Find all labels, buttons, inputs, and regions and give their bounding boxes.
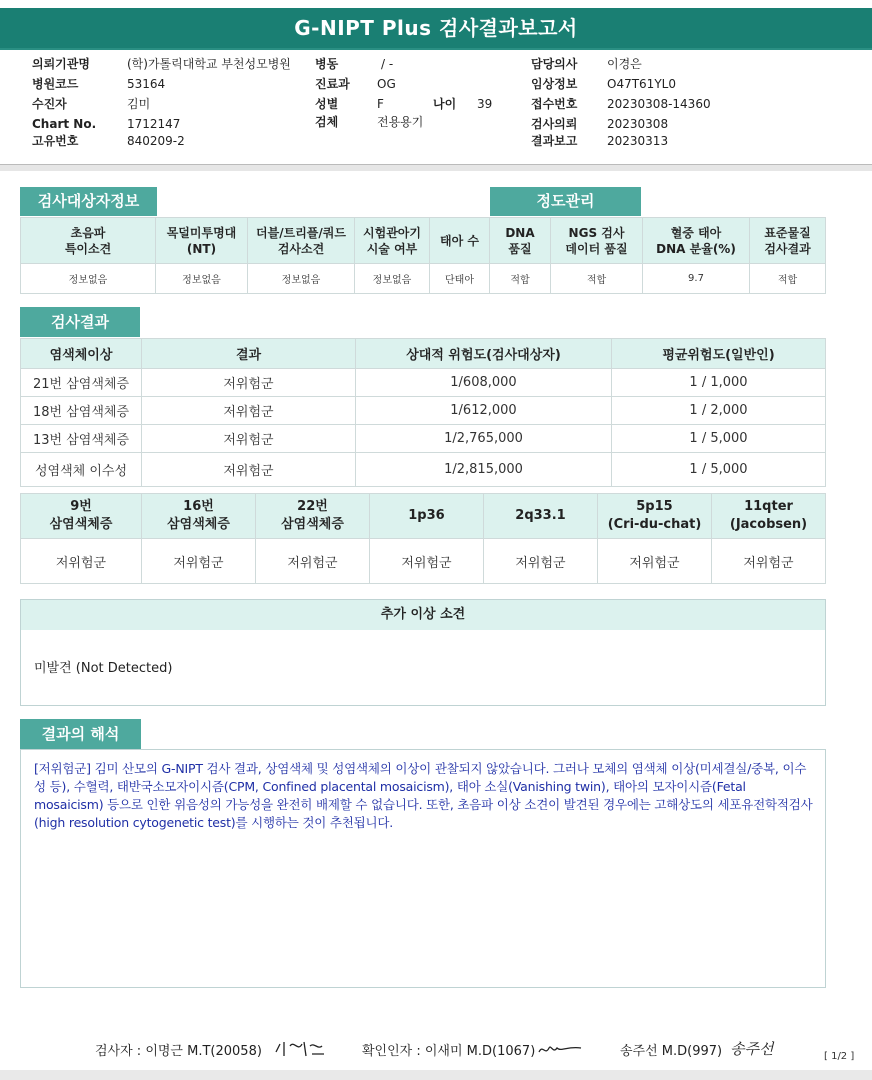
value-11qter: 저위험군 [712, 539, 826, 584]
label-ward: 병동 [315, 57, 339, 71]
value-t16: 저위험군 [142, 539, 256, 584]
value-fetus-count: 단태아 [430, 264, 490, 294]
subject-value-row [21, 264, 826, 294]
header-11qter: 11qter (Jacobsen) [712, 494, 826, 539]
microdeletion-table [20, 493, 826, 584]
relative-risk-cell: 1/2,765,000 [356, 425, 612, 453]
value-2q33: 저위험군 [484, 539, 598, 584]
header-fetus-count: 태아 수 [430, 218, 490, 264]
value-1p36: 저위험군 [370, 539, 484, 584]
label-institution: 의뢰기관명 [32, 57, 90, 71]
table-row [21, 397, 826, 425]
value-t22: 저위험군 [256, 539, 370, 584]
examiner-text: 검사자 : 이명근 M.T(20058) [95, 1044, 262, 1059]
label-age: 나이 [433, 97, 457, 111]
bottom-band [0, 1070, 872, 1080]
relative-risk-cell: 1/612,000 [356, 397, 612, 425]
table-row [21, 425, 826, 453]
header-nt: 목덜미투명대 (NT) [156, 218, 248, 264]
result-cell: 저위험군 [142, 397, 356, 425]
value-clinical-info: O47T61YL0 [607, 77, 676, 91]
header-average-risk: 평균위험도(일반인) [612, 339, 826, 369]
label-doctor: 담당의사 [531, 57, 578, 71]
value-institution: (학)가톨릭대학교 부천성모병원 [127, 57, 291, 71]
label-department: 진료과 [315, 77, 350, 91]
average-risk-cell: 1 / 1,000 [612, 369, 826, 397]
subject-info-table [20, 217, 826, 294]
value-ngs-quality: 적합 [551, 264, 643, 294]
value-doctor: 이경은 [607, 57, 642, 71]
value-report-date: 20230313 [607, 134, 669, 148]
value-specimen: 전용용기 [377, 115, 424, 129]
value-patient: 김미 [127, 97, 151, 111]
header-t9: 9번 삼염색체증 [21, 494, 142, 539]
label-chart-no: Chart No. [32, 117, 97, 131]
header-screening: 더블/트리플/쿼드 검사소견 [248, 218, 355, 264]
average-risk-cell: 1 / 5,000 [612, 453, 826, 487]
label-sex: 성별 [315, 97, 339, 111]
header-dna-quality: DNA 품질 [490, 218, 551, 264]
value-dna-quality: 적합 [490, 264, 551, 294]
header-divider [0, 164, 872, 171]
confirmer-signature [537, 1040, 583, 1058]
average-risk-cell: 1 / 2,000 [612, 397, 826, 425]
value-ward: / - [381, 57, 394, 71]
interpretation-text: [저위험군] 김미 산모의 G-NIPT 검사 결과, 상염색체 및 성염색체의 이상이 관찰되지 않았습니다. 그러나 모체의 염색체 이상(미세결실/중복, 이수성 등), 수혈력, 태반국소모자이시즘(CPM, Confined placental mosaicism), 태아 소실(Vanishing twin), 태아의 모자이시즘(Fetal mosaicism) 등으로 인한 위음성의 가능성을 완전히 배제할 수 없습니다. 또한, 초음파 이상 소견이 발견된 경우에는 고해상도의 세포유전학적검사(high resolution cytogenetic test)를 시행하는 것이 추천됩니다. [34, 761, 813, 830]
label-specimen: 검체 [315, 115, 339, 129]
table-row [21, 453, 826, 487]
header-2q33: 2q33.1 [484, 494, 598, 539]
header-5p15: 5p15 (Cri-du-chat) [598, 494, 712, 539]
header-ultrasound: 초음파 특이소견 [21, 218, 156, 264]
header-1p36: 1p36 [370, 494, 484, 539]
label-report-date: 결과보고 [531, 134, 578, 148]
result-cell: 저위험군 [142, 453, 356, 487]
abnormality-cell: 18번 삼염색체증 [21, 397, 142, 425]
value-nt: 정보없음 [156, 264, 248, 294]
relative-risk-cell: 1/2,815,000 [356, 453, 612, 487]
subject-header-row [21, 218, 826, 264]
value-hospital-code: 53164 [127, 77, 166, 91]
reporter-signature: 송주선 [730, 1040, 774, 1058]
header-ngs-quality: NGS 검사 데이터 품질 [551, 218, 643, 264]
abnormality-cell: 21번 삼염색체증 [21, 369, 142, 397]
value-screening: 정보없음 [248, 264, 355, 294]
header-result: 결과 [142, 339, 356, 369]
header-t16: 16번 삼염색체증 [142, 494, 256, 539]
value-request-date: 20230308 [607, 117, 669, 131]
confirmer-text: 확인인자 : 이새미 M.D(1067) [362, 1044, 536, 1059]
header-relative-risk: 상대적 위험도(검사대상자) [356, 339, 612, 369]
value-chart-no: 1712147 [127, 117, 181, 131]
micro-value-row [21, 539, 826, 584]
result-header-row [21, 339, 826, 369]
table-row [21, 369, 826, 397]
value-fetal-fraction: 9.7 [643, 264, 750, 294]
micro-header-row [21, 494, 826, 539]
header-ivf: 시험관아기 시술 여부 [355, 218, 430, 264]
value-sex: F [377, 97, 384, 111]
title-underline [0, 48, 872, 50]
result-label: 검사결과 [20, 307, 140, 337]
abnormality-cell: 13번 삼염색체증 [21, 425, 142, 453]
value-t9: 저위험군 [21, 539, 142, 584]
label-unique-no: 고유번호 [32, 134, 79, 148]
value-age: 39 [477, 97, 493, 111]
interpretation-label: 결과의 해석 [20, 719, 141, 749]
result-cell: 저위험군 [142, 369, 356, 397]
relative-risk-cell: 1/608,000 [356, 369, 612, 397]
label-clinical-info: 임상정보 [531, 77, 578, 91]
report-title: G-NIPT Plus 검사결과보고서 [0, 8, 872, 48]
average-risk-cell: 1 / 5,000 [612, 425, 826, 453]
value-ultrasound: 정보없음 [21, 264, 156, 294]
examiner-signature [272, 1036, 328, 1060]
result-table [20, 338, 826, 487]
value-receipt-no: 20230308-14360 [607, 97, 711, 111]
reporter-text: 송주선 M.D(997) [620, 1044, 723, 1059]
value-department: OG [377, 77, 396, 91]
value-standard-result: 적합 [750, 264, 826, 294]
result-cell: 저위험군 [142, 425, 356, 453]
abnormality-cell: 성염색체 이수성 [21, 453, 142, 487]
header-abnormality: 염색체이상 [21, 339, 142, 369]
value-ivf: 정보없음 [355, 264, 430, 294]
header-standard-result: 표준물질 검사결과 [750, 218, 826, 264]
page-number: [ 1/2 ] [824, 1051, 855, 1062]
qc-label: 정도관리 [490, 187, 641, 216]
value-5p15: 저위험군 [598, 539, 712, 584]
label-hospital-code: 병원코드 [32, 77, 79, 91]
subject-info-label: 검사대상자정보 [20, 187, 157, 216]
additional-findings-text: 미발견 (Not Detected) [34, 661, 173, 676]
label-receipt-no: 접수번호 [531, 97, 578, 111]
additional-findings-header: 추가 이상 소견 [20, 599, 826, 631]
label-request-date: 검사의뢰 [531, 117, 578, 131]
value-unique-no: 840209-2 [127, 134, 185, 148]
header-fetal-fraction: 혈중 태아 DNA 분율(%) [643, 218, 750, 264]
label-patient: 수진자 [32, 97, 67, 111]
header-t22: 22번 삼염색체증 [256, 494, 370, 539]
